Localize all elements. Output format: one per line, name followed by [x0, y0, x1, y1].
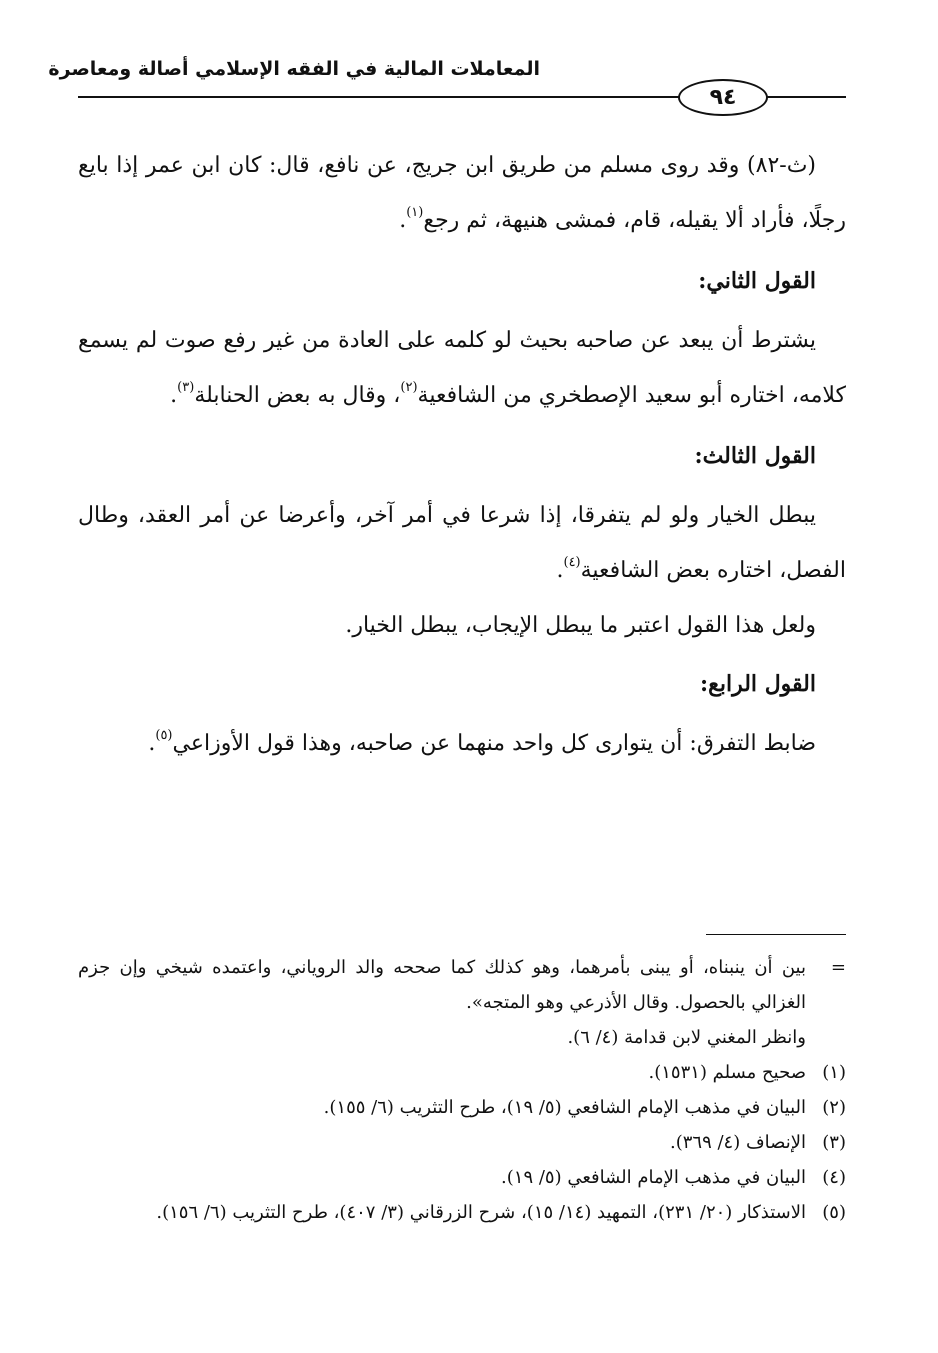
paragraph-second-opinion	[78, 313, 846, 423]
main-text	[78, 138, 846, 771]
paragraph-hadith	[78, 138, 846, 248]
footnotes	[78, 950, 846, 1230]
running-title: المعاملات المالية في الفقه الإسلامي أصالة ومعاصرة	[48, 58, 540, 80]
footnote-item-1	[78, 1055, 846, 1090]
paragraph-third-opinion	[78, 488, 846, 598]
paragraph-text: يبطل الخيار ولو لم يتفرقا، إذا شرعا في أمر آخر، وأعرضا عن أمر العقد، وطال الفصل، اختاره بعض الشافعية	[78, 503, 846, 583]
paragraph-text: (ث-٨٢) وقد روى مسلم من طريق ابن جريج، عن نافع، قال: كان ابن عمر إذا بايع رجلًا، فأراد ألا يقيله، قام، فمشى هنيهة، ثم رجع	[78, 153, 846, 233]
footnote-text: البيان في مذهب الإمام الشافعي (٥/ ١٩)، طرح التثريب (٦/ ١٥٥).	[323, 1097, 806, 1118]
footnote-text: صحيح مسلم (١٥٣١).	[648, 1062, 806, 1083]
footnote-item-3	[78, 1125, 846, 1160]
heading-third-opinion: القول الثالث:	[694, 443, 816, 469]
paragraph-end: .	[148, 731, 156, 756]
footnote-separator	[706, 934, 846, 935]
heading-fourth-opinion: القول الرابع:	[700, 671, 816, 697]
footnote-text: البيان في مذهب الإمام الشافعي (٥/ ١٩).	[501, 1167, 806, 1188]
paragraph-end: .	[556, 558, 564, 583]
paragraph-fourth-opinion	[78, 716, 846, 771]
footnote-continuation-line: وانظر المغني لابن قدامة (٤/ ٦).	[567, 1027, 806, 1048]
footnote-marker: (٣)	[822, 1132, 846, 1153]
footnote-ref-1: (١)	[406, 205, 424, 220]
footnote-marker: (٢)	[822, 1097, 846, 1118]
paragraph-end: .	[399, 208, 407, 233]
paragraph-comment: ولعل هذا القول اعتبر ما يبطل الإيجاب، يبطل الخيار.	[345, 613, 816, 638]
footnote-item-5	[78, 1195, 846, 1230]
footnote-marker: (٤)	[822, 1167, 846, 1188]
footnote-continuation-line: بين أن ينبناه، أو يبنى بأمرهما، وهو كذلك كما صححه والد الروياني، واعتمده شيخي وإن جزم الغزالي بالحصول. وقال الأذرعي وهو المتجه».	[78, 957, 806, 1013]
footnote-ref-5: (٥)	[155, 728, 173, 743]
footnote-marker: (٥)	[822, 1202, 846, 1223]
footnote-ref-2: (٢)	[400, 380, 418, 395]
footnote-text: الإنصاف (٤/ ٣٦٩).	[669, 1132, 806, 1153]
paragraph-text: يشترط أن يبعد عن صاحبه بحيث لو كلمه على العادة من غير رفع صوت لم يسمع كلامه، اختاره أبو سعيد الإصطخري من الشافعية	[78, 328, 846, 408]
footnote-ref-3: (٣)	[177, 380, 195, 395]
heading-second-opinion: القول الثاني:	[698, 268, 816, 294]
footnote-item-4	[78, 1160, 846, 1195]
paragraph-text: ضابط التفرق: أن يتوارى كل واحد منهما عن صاحبه، وهذا قول الأوزاعي	[172, 731, 816, 756]
footnote-ref-4: (٤)	[563, 555, 581, 570]
paragraph-text-continued: ، وقال به بعض الحنابلة	[194, 383, 401, 408]
footnote-text	[78, 950, 806, 1055]
footnote-continuation	[78, 950, 846, 1055]
page-number: ٩٤	[678, 79, 768, 116]
footnote-marker: (١)	[822, 1062, 846, 1083]
paragraph-end: .	[170, 383, 178, 408]
footnote-item-2	[78, 1090, 846, 1125]
footnote-text: الاستذكار (٢٠/ ٢٣١)، التمهيد (١٤/ ١٥)، شرح الزرقاني (٣/ ٤٠٧)، طرح التثريب (٦/ ١٥٦).	[156, 1202, 806, 1223]
footnote-marker: =	[830, 957, 846, 978]
